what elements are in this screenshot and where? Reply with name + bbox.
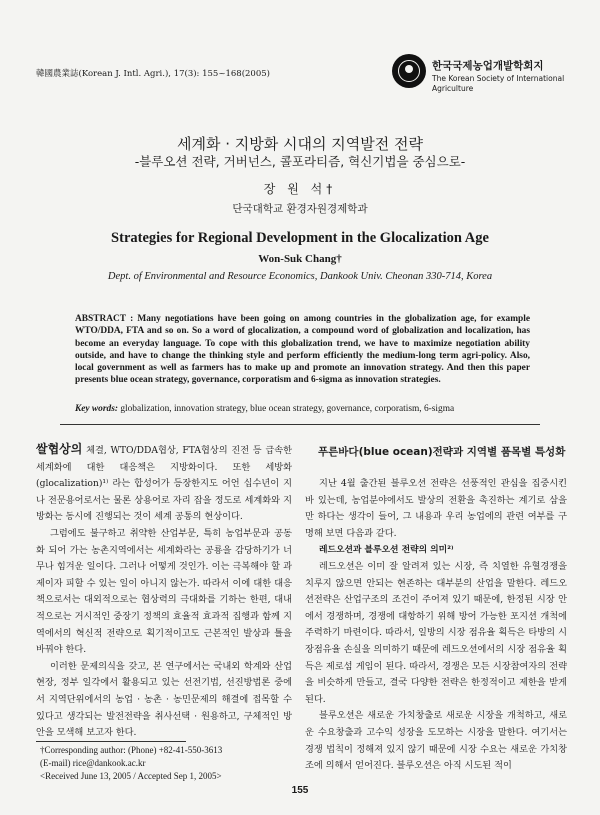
subheading: 레드오션과 블루오션 전략의 의미²⁾ [319, 545, 454, 556]
paragraph: 그럼에도 불구하고 취약한 산업부문, 특히 농업부문과 공동화 되어 가는 농촌지역에서는 세계화라는 공룡을 감당하기가 너무나 힘겨운 일이다. 그러나 어떻게 것인가. 이는 극복해야 할 과제이자 피할 수 있는 일이 아니지 않는가. 따라서 이에 대한 대응책으로서는 대외적으로는 협상력의 극대화를 기하는 한편, 대내적으로는 거시적인 중장기 정책의 효율적 효과적 집행과 함께 지역에서의 혁신적 전략으로 획기적이고도 근본적인 발상과 틀을 바꿔야 한다. [36, 527, 292, 656]
paragraph: 레드오션은 이미 잘 알려져 있는 시장, 즉 치열한 유혈경쟁을 치루지 않으면 안되는 현존하는 대부분의 산업을 말한다. 레드오션전략은 산업구조의 조건이 주어져 있기 때문에, 한정된 시장 안에서 경쟁하며, 경쟁에 대항하기 위해 방어 가능한 포지션 개척에 주력하기 마련이다. 따라서, 일방의 시장 점유율 획득은 타방의 시장점유율 손실을 의미하기 때문에 레드오션에서의 시장 점유율 획득은 제로섬 게임이 된다. 따라서, 경쟁은 모든 시장참여자의 전략을 비슷하게 만들고, 결국 다양한 전략은 한정적이고 제한을 받게 된다. [305, 560, 567, 705]
footnote-email: (E-mail) rice@dankook.ac.kr [40, 758, 146, 768]
society-name-ko: 한국국제농업개발학회지 [432, 60, 544, 72]
footnote-corresponding: †Corresponding author: (Phone) +82-41-550-3613 [40, 745, 223, 755]
subtitle-korean: -블루오션 전략, 거버넌스, 콜포라티즘, 혁신기법을 중심으로- [134, 154, 466, 169]
author-korean: 장 원 석† [263, 182, 337, 196]
body-left-column [36, 441, 292, 742]
society-logo-icon [392, 54, 426, 88]
footnote-received: <Received June 13, 2005 / Accepted Sep 1, 2005> [40, 771, 222, 781]
body-right-column [305, 476, 567, 775]
society-name-en-line2: Agriculture [432, 84, 474, 93]
paragraph: 블루오션은 새로운 가치창출로 새로운 시장을 개척하고, 새로운 수요창출과 고수익 성장을 도모하는 시장을 말한다. 여기서는 경쟁 법칙이 정해져 있지 않기 때문에 시장 수요는 새로운 가치창조에 의해서 얻어진다. 블루오션은 아직 시도된 적이 [305, 710, 567, 772]
title-english: Strategies for Regional Development in the Glocalization Age [111, 230, 489, 246]
keywords-text: globalization, innovation strategy, blue ocean strategy, governance, corporatism, 6-sigma [117, 404, 455, 414]
lead-word: 쌀협상의 [36, 442, 83, 456]
abstract-label: ABSTRACT : [75, 314, 134, 324]
journal-reference: 韓國農業誌(Korean J. Intl. Agri.), 17(3): 155~168(2005) [36, 69, 270, 79]
section-heading: 푸른바다(blue ocean)전략과 지역별 품목별 특성화 [318, 446, 566, 458]
author-english: Won-Suk Chang† [258, 253, 342, 265]
affiliation-korean: 단국대학교 환경자원경제학과 [232, 203, 368, 215]
abstract [75, 313, 530, 387]
paragraph: 지난 4월 출간된 블루오션 전략은 선풍적인 관심을 집중시킨 바 있는데, 농업분야에서도 발상의 전환을 촉진하는 계기로 삼을 만 하다는 생각이 들어, 그 내용과 우리 농업에의 관련 여부를 구명해 보면 다음과 같다. [305, 478, 567, 539]
footnote-divider [36, 741, 186, 742]
paragraph: 이러한 문제의식을 갖고, 본 연구에서는 국내외 학계와 산업현장, 정부 일각에서 활용되고 있는 선전기법, 선진방법론 중에서 지역단위에서의 농업 · 농촌 · 농민문제의 해결에 접목할 수 있다고 생각되는 발전전략을 취사선택 · 원용하고, 구체적인 방안을 모색해 보고자 한다. [36, 660, 292, 739]
affiliation-english: Dept. of Environmental and Resource Economics, Dankook Univ. Cheonan 330-714, Korea [107, 271, 493, 282]
paragraph-text: 체결, WTO/DDA협상, FTA협상의 진전 등 급속한 세계화에 대한 대응책은 지방화이다. 또한 세방화(glocalization)¹⁾ 라는 합성어가 등장한지도 어언 십수년이 지나 전문용어로서는 물론 상용어로 자리 잡을 정도로 세계화와 지방화는 동시에 진행되는 것이 세계 공통의 현상이다. [36, 445, 292, 523]
keywords [75, 404, 535, 414]
title-korean: 세계화 · 지방화 시대의 지역발전 전략 [177, 135, 423, 153]
paragraph [36, 441, 292, 526]
keywords-label: Key words: [75, 404, 118, 414]
society-name-en-line1: The Korean Society of International [432, 74, 565, 83]
section-divider [60, 424, 540, 425]
page-number: 155 [291, 785, 309, 796]
abstract-text: Many negotiations have been going on among countries in the globalization age, for example WTO/DDA, FTA and so on. So a word of glocalization, a compound word of globalization and localization, has become an everyday language. To cope with this globalization trend, we have to maximize negotiation ability outside, and have to change the thinking style and perform efficiently the medium-long term agri-policy. Also, local government as well as farmers has to make up and promote an innovation strategy. And then this paper presents blue ocean strategy, governance, corporatism and 6-sigma as innovation strategies. [75, 314, 530, 386]
